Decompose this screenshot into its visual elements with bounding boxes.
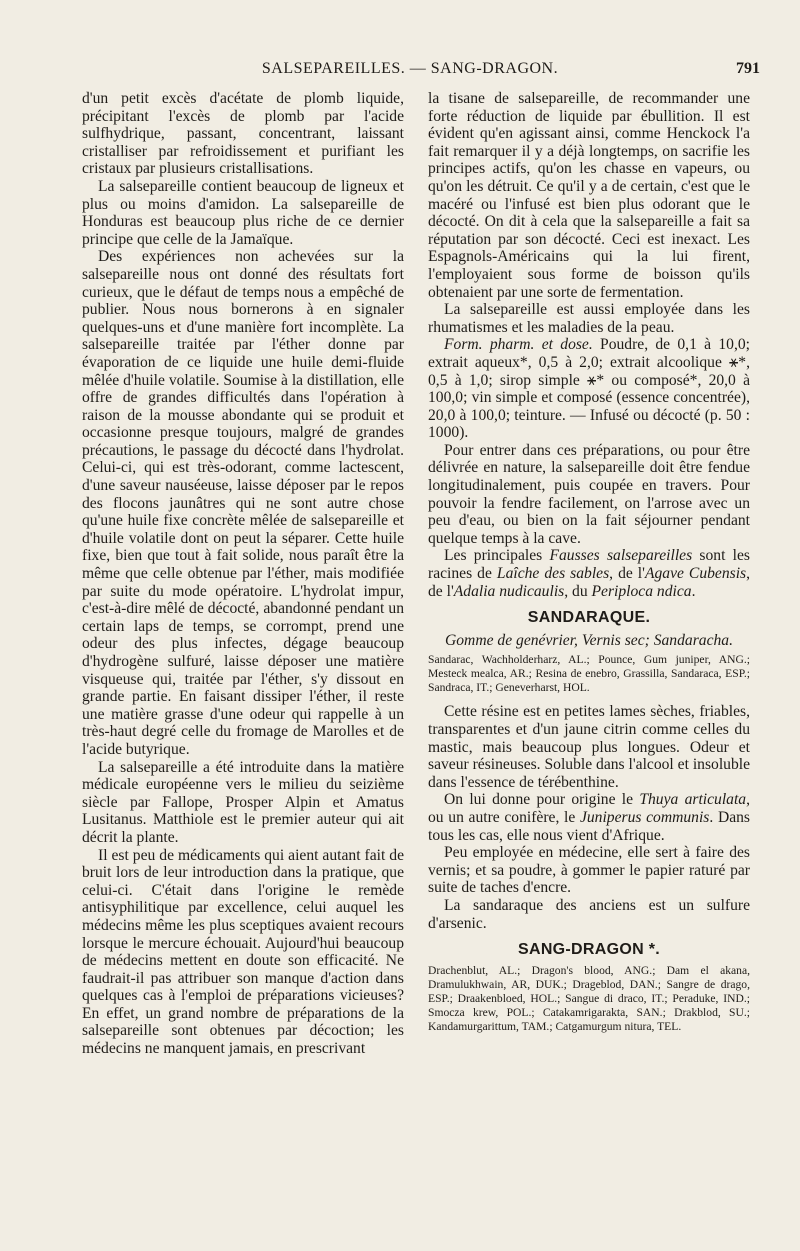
text-run: Adalia nudicaulis <box>453 582 565 600</box>
subtitle-text: Gomme de genévrier, Vernis sec; Sandaracha. <box>445 631 733 649</box>
synonyms-list: Sandarac, Wachholderharz, AL.; Pounce, Gum juniper, ANG.; Mesteck mealca, AR.; Resina de enebro, Grassilla, Sandaraca, ESP.; Sandraca, IT.; Geneverharst, HOL. <box>428 653 750 695</box>
formulary-paragraph <box>428 336 750 442</box>
text-run: sont les racines de <box>428 547 750 583</box>
right-column <box>428 90 750 1042</box>
formulary-label: Form. pharm. et dose. <box>444 336 593 354</box>
paragraph: La salsepareille est aussi employée dans les rhumatismes et les maladies de la peau. <box>428 301 750 336</box>
paragraph: Pour entrer dans ces préparations, ou pour être délivrée en nature, la salsepareille doit être fendue longitudinalement, puis coupée en travers. Pour pouvoir la fendre facilement, on l'arrose avec un peu d'eau, ou bien on la fait séjourner pendant quelque temps à la cave. <box>428 441 750 547</box>
text-run: Laîche des sables <box>496 565 610 583</box>
text-run: . <box>691 582 696 600</box>
paragraph: Peu employée en médecine, elle sert à faire des vernis; et sa poudre, à gommer le papier raturé par suite de taches d'encre. <box>428 844 750 897</box>
left-column <box>82 90 404 1058</box>
text-run: Thuya articulata <box>639 791 747 809</box>
paragraph: Cette résine est en petites lames sèches, friables, transparentes et d'un jaune citrin comme celles du mastic, mais beaucoup plus longues. Odeur et saveur résineuses. Soluble dans l'alcool et insoluble dans l'essence de térébenthine. <box>428 703 750 791</box>
paragraph: la tisane de salsepareille, de recommander une forte réduction de liquide par ébullition. Il est évident qu'en agissant ainsi, comme Henckock l'a fait remarquer il y a déjà longtemps, on sacrifie les principes actifs, qu'on les chasse en vapeurs, ou qu'on les détruit. Ce qu'il y a de certain, c'est que le macéré ou l'infusé est bien plus odorant que le décocté. On dit à cela que la salsepareille a fait sa réputation par son décocté. Ceci est inexact. Les Espagnols-Américains qui la lui firent, l'employaient sous forme de boisson qu'ils obtenaient par une sorte de fermentation. <box>428 90 750 301</box>
text-run: Juniperus communis <box>579 808 710 826</box>
text-run: Periploca ndica <box>591 582 692 600</box>
paragraph <box>428 547 750 600</box>
text-run: , de l' <box>428 565 751 600</box>
running-title: SALSEPAREILLES. — SANG-DRAGON. <box>261 60 559 77</box>
text-run: Fausses salsepareilles <box>549 547 693 565</box>
section-subtitle <box>428 632 750 650</box>
formulary-text: Poudre, de 0,1 à 10,0; extrait aqueux*, 0,5 à 2,0; extrait alcoolique ⚹*, 0,5 à 1,0; sirop simple ⚹* ou composé*, 20,0 à 100,0; vin simple et composé (essence concentrée), 20,0 à 100,0; teinture. — Infusé ou décocté (p. 50 : 1000). <box>428 336 750 442</box>
paragraph <box>428 791 750 844</box>
paragraph: Il est peu de médicaments qui aient autant fait de bruit lors de leur introduction dans la pratique, que celui-ci. C'était dans l'origine le remède antisyphilitique par excellence, celui auquel les médecins même les plus sceptiques avaient recours lorsque le mercure échouait. Aujourd'hui beaucoup de médecins mettent en doute son efficacité. Ne faudrait-il pas attribuer son manque d'action dans quelques cas à l'emploi de préparations vicieuses? En effet, un grand nombre de préparations de la salsepareille sont obtenues par décoction; les médecins ne manquent jamais, en prescrivant <box>82 846 404 1058</box>
paragraph: La sandaraque des anciens est un sulfure d'arsenic. <box>428 896 750 932</box>
paragraph: d'un petit excès d'acétate de plomb liquide, précipitant l'excès de plomb par l'acide sulfhydrique, passant, concentrant, laissant cristalliser par refroidissement et purifiant les cristaux par plusieurs cristallisations. <box>82 90 404 178</box>
text-run: Agave Cubensis <box>644 565 747 583</box>
page-number: 791 <box>736 60 760 77</box>
text-run: , du <box>564 582 592 600</box>
text-run: . Dans tous les cas, elle nous vient d'Afrique. <box>428 808 750 844</box>
synonyms-list: Drachenblut, AL.; Dragon's blood, ANG.; Dam el akana, Dramulukhwain, AR, DUK.; Drageblod, DAN.; Sangre de drago, ESP.; Draakenbloed, HOL.; Sangue di draco, IT.; Peraduke, IND.; Smocza krew, POL.; Catakamrigarakta, SAN.; Drakblod, SU.; Kandamurgarittum, TAM.; Catgamurgum nitura, TEL. <box>428 963 750 1033</box>
text-run: Les principales <box>444 547 550 565</box>
section-title-sandaraque: SANDARAQUE. <box>527 609 651 627</box>
section-title-sang-dragon: SANG-DRAGON *. <box>518 941 660 959</box>
running-head <box>60 60 760 84</box>
text-run: , de l' <box>609 565 645 583</box>
text-run: , ou un autre conifère, le <box>428 791 751 826</box>
paragraph: La salsepareille contient beaucoup de ligneux et plus ou moins d'amidon. La salsepareille de Honduras est beaucoup plus riche de ce dernier principe que celle de la Jamaïque. <box>82 177 404 248</box>
paragraph: La salsepareille a été introduite dans la matière médicale européenne vers le milieu du seizième siècle par Fallope, Prosper Alpin et Amatus Lusitanus. Matthiole est le premier auteur qui ait décrit la plante. <box>82 758 404 846</box>
paragraph: Des expériences non achevées sur la salsepareille nous ont donné des résultats fort curieux, que le défaut de temps nous a empêché de publier. Nous nous bornerons à en signaler quelques-uns et d'une manière fort incomplète. La salsepareille traitée par l'éther donne par évaporation de ce liquide une huile demi-fluide mêlée d'huile volatile. Soumise à la distillation, elle offre de grandes difficultés dans l'opération à raison de la mousse abondante qui se produit et occasionne presque toujours, malgré de grandes précautions, le passage du décocté dans l'hydrolat. Celui-ci, qui est très-odorant, comme lactescent, d'une saveur nauséeuse, laisse déposer par le repos des flocons jaunâtres qui ne sont autre chose qu'une huile fixe concrète mêlée de salsepareille et d'huile volatile dont on peut la séparer. Cette huile fixe, bien que tout à fait solide, nous paraît être la même que celle obtenue par l'éther, mais modifiée par suite du mode opératoire. L'hydrolat impur, c'est-à-dire mêlé de décocté, abandonné pendant un certain laps de temps, se corrompt, prend une odeur des plus infectes, dégage beaucoup d'hydrogène sulfuré, laisse déposer une matière visqueuse qui, traitée par l'éther, s'y dissout en grande partie. En faisant dissiper l'éther, il reste une matière grasse d'une odeur qui rappelle à un très-haut degré celle du fromage de Marolles et de l'acide butyrique. <box>82 248 404 758</box>
text-run: On lui donne pour origine le <box>444 791 640 809</box>
